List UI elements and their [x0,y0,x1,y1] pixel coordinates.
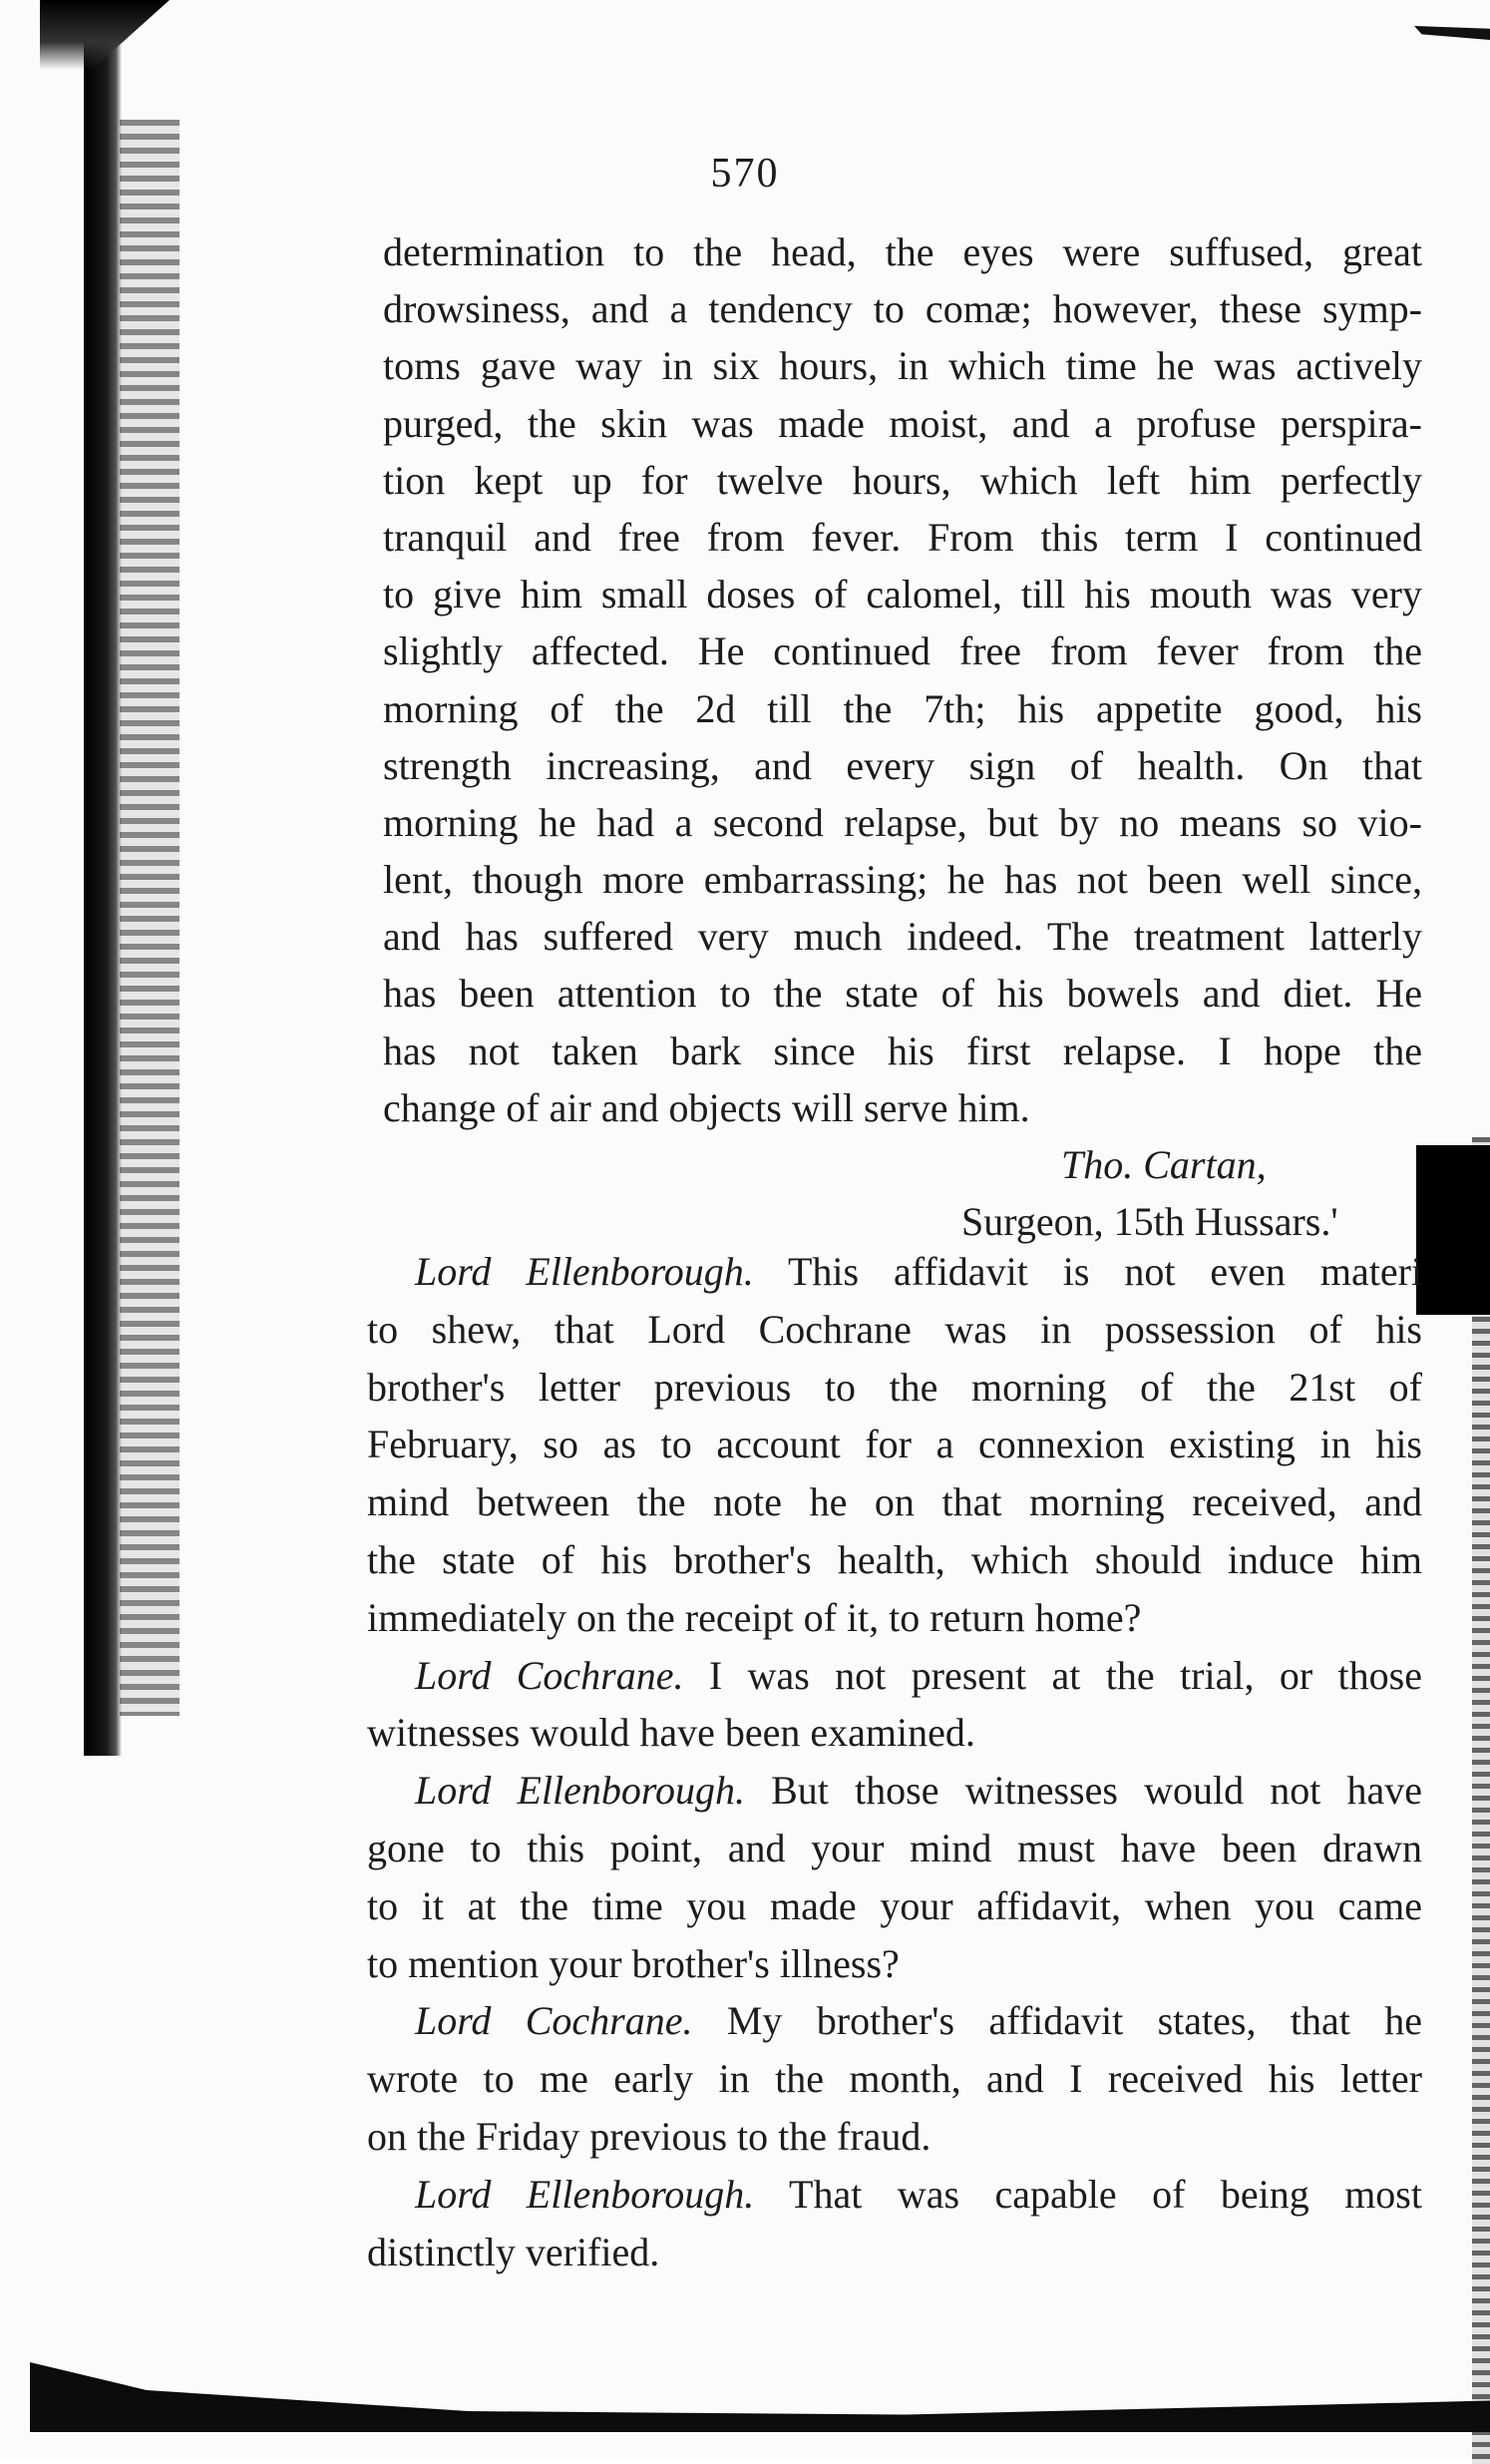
binding-shadow [38,0,118,2460]
text-line: slightly affected. He continued free from fever from the [383,628,1422,674]
dialogue-line: gone to this point, and your mind must have been drawn [367,1825,1422,1870]
dialogue-line: the state of his brother's health, which should induce him [367,1536,1422,1582]
speaker-name: Lord Ellenborough. [415,1249,754,1294]
binding-shadow-dark [84,0,122,1756]
dialogue-line: mind between the note he on that morning received, and [367,1479,1422,1525]
speaker-name: Lord Cochrane. [415,1998,693,2044]
text-line: has been attention to the state of his bowels and diet. He [383,971,1422,1017]
dialogue-line: to shew, that Lord Cochrane was in possession of his [367,1306,1422,1352]
text-line: drowsiness, and a tendency to comæ; however, these symp- [383,286,1422,332]
dialogue-line: witnesses would have been examined. [367,1710,975,1756]
dialogue-line: February, so as to account for a connexion existing in his [367,1422,1422,1467]
speech-text: This affidavit is not even materi [753,1249,1423,1294]
text-line: to give him small doses of calomel, till his mouth was very [383,572,1422,617]
page-number: 570 [710,151,780,197]
speaker-name: Lord Cochrane. [415,1652,684,1698]
right-edge-shadow [1472,1137,1490,2464]
text-line: tion kept up for twelve hours, which left him perfectly [383,457,1422,503]
text-line: toms gave way in six hours, in which time he was actively [383,343,1422,389]
dialogue-line: brother's letter previous to the morning of the 21st of [367,1364,1422,1410]
speech-text: That was capable of being most [754,2171,1422,2217]
text-line: and has suffered very much indeed. The treatment latterly [383,914,1422,960]
signature-title: Surgeon, 15th Hussars.' [961,1199,1338,1245]
dialogue-line: immediately on the receipt of it, to return home? [367,1594,1142,1640]
text-line: determination to the head, the eyes were suffused, great [383,229,1422,274]
text-line: tranquil and free from fever. From this term I continued [383,514,1422,560]
text-line: lent, though more embarrassing; he has not been well since, [383,857,1422,903]
scan-edge-mark [1414,26,1490,40]
right-edge-block [1416,1145,1490,1315]
text-line: morning he had a second relapse, but by no means so vio- [383,799,1422,845]
dialogue-line [367,1762,1422,1820]
dialogue-line: on the Friday previous to the fraud. [367,2113,931,2159]
speaker-name: Lord Ellenborough. [415,2171,755,2217]
dialogue-line: wrote to me early in the month, and I received his letter [367,2056,1422,2102]
speech-text: My brother's affidavit states, that he [692,1998,1422,2044]
dialogue-line [367,1647,1422,1705]
text-line: strength increasing, and every sign of health. On that [383,742,1422,788]
dialogue-line: distinctly verified. [367,2229,660,2274]
text-line: has not taken bark since his first relapse. I hope the [383,1027,1422,1073]
dialogue [367,1243,1422,2280]
speaker-name: Lord Ellenborough. [415,1768,745,1814]
dialogue-line: to it at the time you made your affidavit, when you came [367,1882,1422,1928]
text-line: purged, the skin was made moist, and a profuse perspira- [383,400,1422,446]
speech-text: I was not present at the trial, or those [683,1652,1422,1698]
signature-name: Tho. Cartan, [1061,1142,1267,1187]
bottom-edge-shadow [30,2362,1490,2432]
dialogue-line [367,2166,1422,2224]
dialogue-line: to mention your brother's illness? [367,1940,900,1986]
text-line: morning of the 2d till the 7th; his appetite good, his [383,685,1422,731]
text-line: change of air and objects will serve him. [383,1084,1030,1130]
dialogue-line [367,1992,1422,2050]
letter-body [383,223,1422,1250]
binding-shadow-streaks [120,120,180,1716]
dialogue-line [367,1243,1422,1301]
speech-text: But those witnesses would not have [744,1768,1422,1814]
